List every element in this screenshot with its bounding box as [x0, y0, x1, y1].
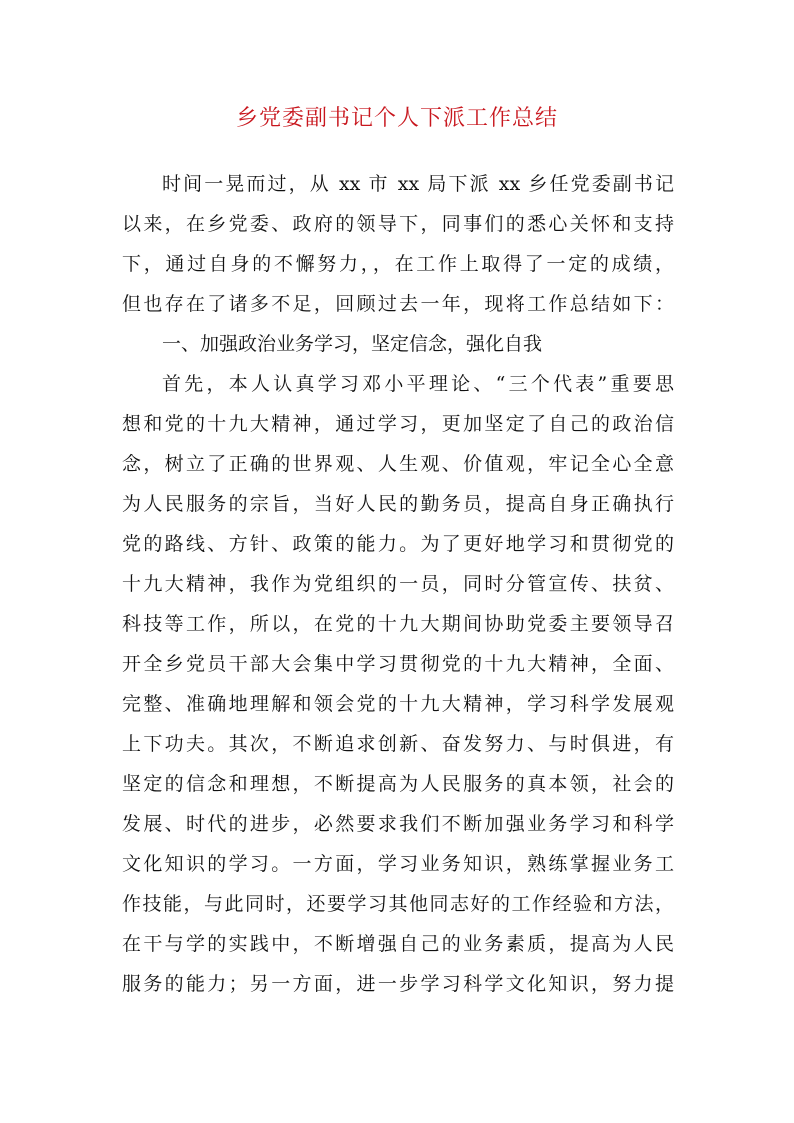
paragraph-line: 发展、时代的进步，必然要求我们不断加强业务学习和科学	[122, 813, 674, 835]
paragraph-line: 想和党的十九大精神，通过学习，更加坚定了自己的政治信	[122, 413, 674, 435]
paragraph-line: 首先，本人认真学习邓小平理论、“三个代表”重要思	[162, 373, 674, 395]
paragraph-line: 时间一晃而过，从 xx 市 xx 局下派 xx 乡任党委副书记	[162, 173, 674, 195]
paragraph-line: 开全乡党员干部大会集中学习贯彻党的十九大精神，全面、	[122, 653, 674, 675]
paragraph-line: 文化知识的学习。一方面，学习业务知识，熟练掌握业务工	[122, 853, 674, 875]
document-title: 乡党委副书记个人下派工作总结	[235, 106, 558, 131]
paragraph-line: 下，通过自身的不懈努力，，在工作上取得了一定的成绩，	[122, 253, 674, 275]
paragraph-line: 在干与学的实践中，不断增强自己的业务素质，提高为人民	[122, 933, 674, 955]
paragraph-line: 十九大精神，我作为党组织的一员，同时分管宣传、扶贫、	[122, 573, 674, 595]
paragraph-line: 科技等工作，所以，在党的十九大期间协助党委主要领导召	[122, 613, 674, 635]
paragraph-line: 上下功夫。其次，不断追求创新、奋发努力、与时俱进，有	[122, 733, 674, 755]
paragraph-line: 念，树立了正确的世界观、人生观、价值观，牢记全心全意	[122, 453, 674, 475]
section-heading: 一、加强政治业务学习，坚定信念，强化自我	[162, 333, 543, 355]
paragraph-line: 坚定的信念和理想，不断提高为人民服务的真本领，社会的	[122, 773, 674, 795]
paragraph-line: 服务的能力；另一方面，进一步学习科学文化知识，努力提	[122, 973, 674, 995]
paragraph-line: 为人民服务的宗旨，当好人民的勤务员，提高自身正确执行	[122, 493, 674, 515]
paragraph-line: 党的路线、方针、政策的能力。为了更好地学习和贯彻党的	[122, 533, 674, 555]
paragraph-line: 但也存在了诸多不足，回顾过去一年，现将工作总结如下：	[122, 293, 674, 315]
paragraph-line: 作技能，与此同时，还要学习其他同志好的工作经验和方法，	[122, 893, 674, 915]
paragraph-line: 完整、准确地理解和领会党的十九大精神，学习科学发展观	[122, 693, 674, 715]
paragraph-line: 以来，在乡党委、政府的领导下，同事们的悉心关怀和支持	[122, 213, 674, 235]
